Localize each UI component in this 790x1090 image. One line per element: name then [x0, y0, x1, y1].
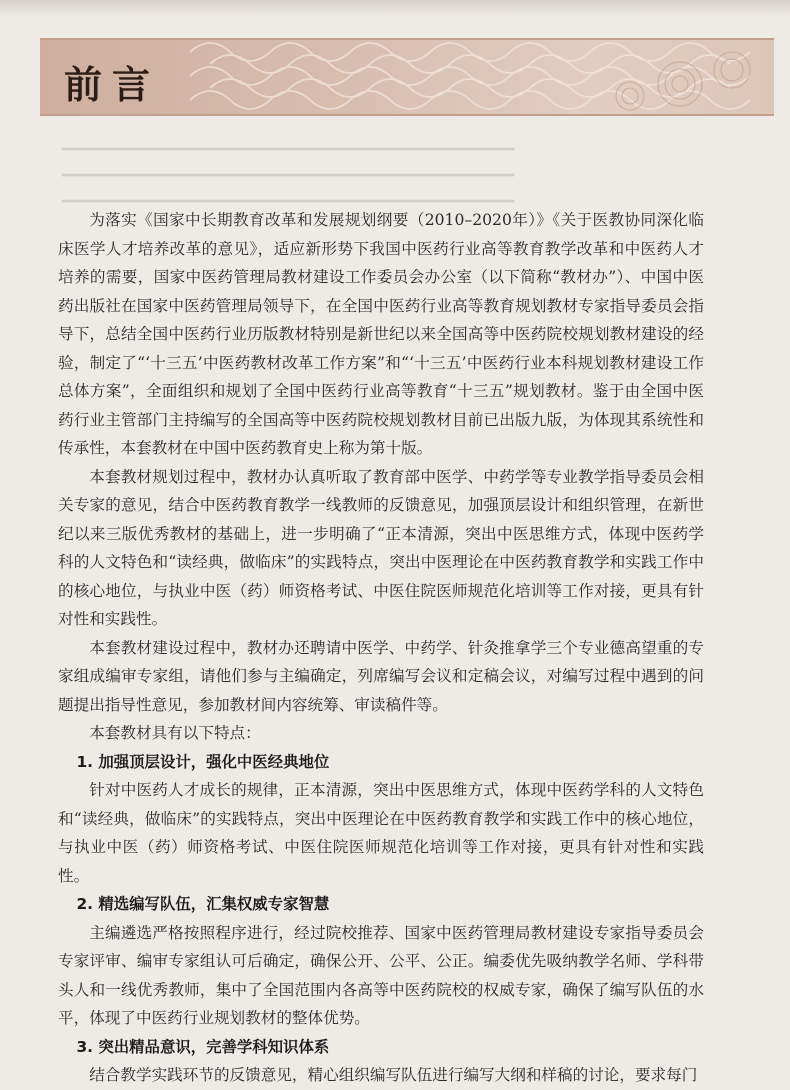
page-top-edge — [0, 0, 790, 18]
page-title: 前言 — [64, 62, 161, 107]
header-banner — [40, 38, 774, 116]
paragraph: 本套教材具有以下特点： — [89, 724, 261, 742]
bleed-through-text: ▔▔▔▔▔▔▔▔▔▔▔▔▔▔▔▔▔▔▔▔▔▔▔▔▔▔▔▔▔▔▔▔▔▔▔▔▔▔▔▔▔▔ ▔▔▔▔▔▔▔▔▔▔▔▔▔▔▔▔▔▔▔▔▔▔▔▔▔▔▔▔▔▔▔▔▔▔▔▔▔▔▔▔▔▔ ▔▔▔▔▔▔▔▔▔▔▔▔▔▔▔▔▔▔▔▔▔▔▔▔▔▔▔▔▔▔▔▔▔▔▔▔▔▔▔▔▔▔ — [62, 133, 515, 201]
paragraph: 主编遴选严格按照程序进行，经过院校推荐、国家中医药管理局教材建设专家指导委员会专家评审、编审专家组认可后确定，确保公开、公平、公正。编委优先吸纳教学名师、学科带头人和一线优秀教师，集中了全国范围内各高等中医药院校的权威专家，确保了编写队伍的水平，体现了中医药行业规划教材的整体优势。 — [58, 923, 704, 1027]
paragraph: 本套教材规划过程中，教材办认真听取了教育部中医学、中药学等专业教学指导委员会相关专家的意见，结合中医药教育教学一线教师的反馈意见，加强顶层设计和组织管理，在新世纪以来三版优秀教材的基础上，进一步明确了“正本清源，突出中医思维方式，体现中医药学科的人文特色和“读经典，做临床”的实践特点，突出中医理论在中医药教育教学和实践工作中的核心地位，与执业中医（药）师资格考试、中医住院医师规范化培训等工作对接，更具有针对性和实践性。 — [58, 467, 704, 628]
section-heading: 3. 突出精品意识，完善学科知识体系 — [76, 1037, 330, 1056]
section-heading: 2. 精选编写队伍，汇集权威专家智慧 — [76, 895, 330, 913]
section-heading: 1. 加强顶层设计，强化中医经典地位 — [76, 752, 330, 771]
preface-body — [58, 206, 704, 1090]
paragraph: 结合教学实践环节的反馈意见，精心组织编写队伍进行编写大纲和样稿的讨论，要求每门 — [89, 1066, 698, 1084]
paragraph: 为落实《国家中长期教育改革和发展规划纲要（2010–2020年）》《关于医教协同深化临床医学人才培养改革的意见》，适应新形势下我国中医药行业高等教育教学改革和中医药人才培养的需要，国家中医药管理局教材建设工作委员会办公室（以下简称“教材办”）、中国中医药出版社在国家中医药管理局领导下，在全国中医药行业高等教育规划教材专家指导委员会指导下，总结全国中医药行业历版教材特别是新世纪以来全国高等中医药院校规划教材建设的经验，制定了“‘十三五’中医药教材改革工作方案”和“‘十三五’中医药行业本科规划教材建设工作总体方案”，全面组织和规划了全国中医药行业高等教育“十三五”规划教材。鉴于由全国中医药行业主管部门主持编写的全国高等中医药院校规划教材目前已出版九版，为体现其系统性和传承性，本套教材在中国中医药教育史上称为第十版。 — [58, 211, 704, 457]
paragraph: 针对中医药人才成长的规律，正本清源，突出中医思维方式，体现中医药学科的人文特色和“读经典，做临床”的实践特点，突出中医理论在中医药教育教学和实践工作中的核心地位，与执业中医（药）师资格考试、中医住院医师规范化培训等工作对接，更具有针对性和实践性。 — [58, 781, 704, 885]
paragraph: 本套教材建设过程中，教材办还聘请中医学、中药学、针灸推拿学三个专业德高望重的专家组成编审专家组，请他们参与主编确定，列席编写会议和定稿会议，对编写过程中遇到的问题提出指导性意见，参加教材间内容统筹、审读稿件等。 — [58, 638, 704, 714]
